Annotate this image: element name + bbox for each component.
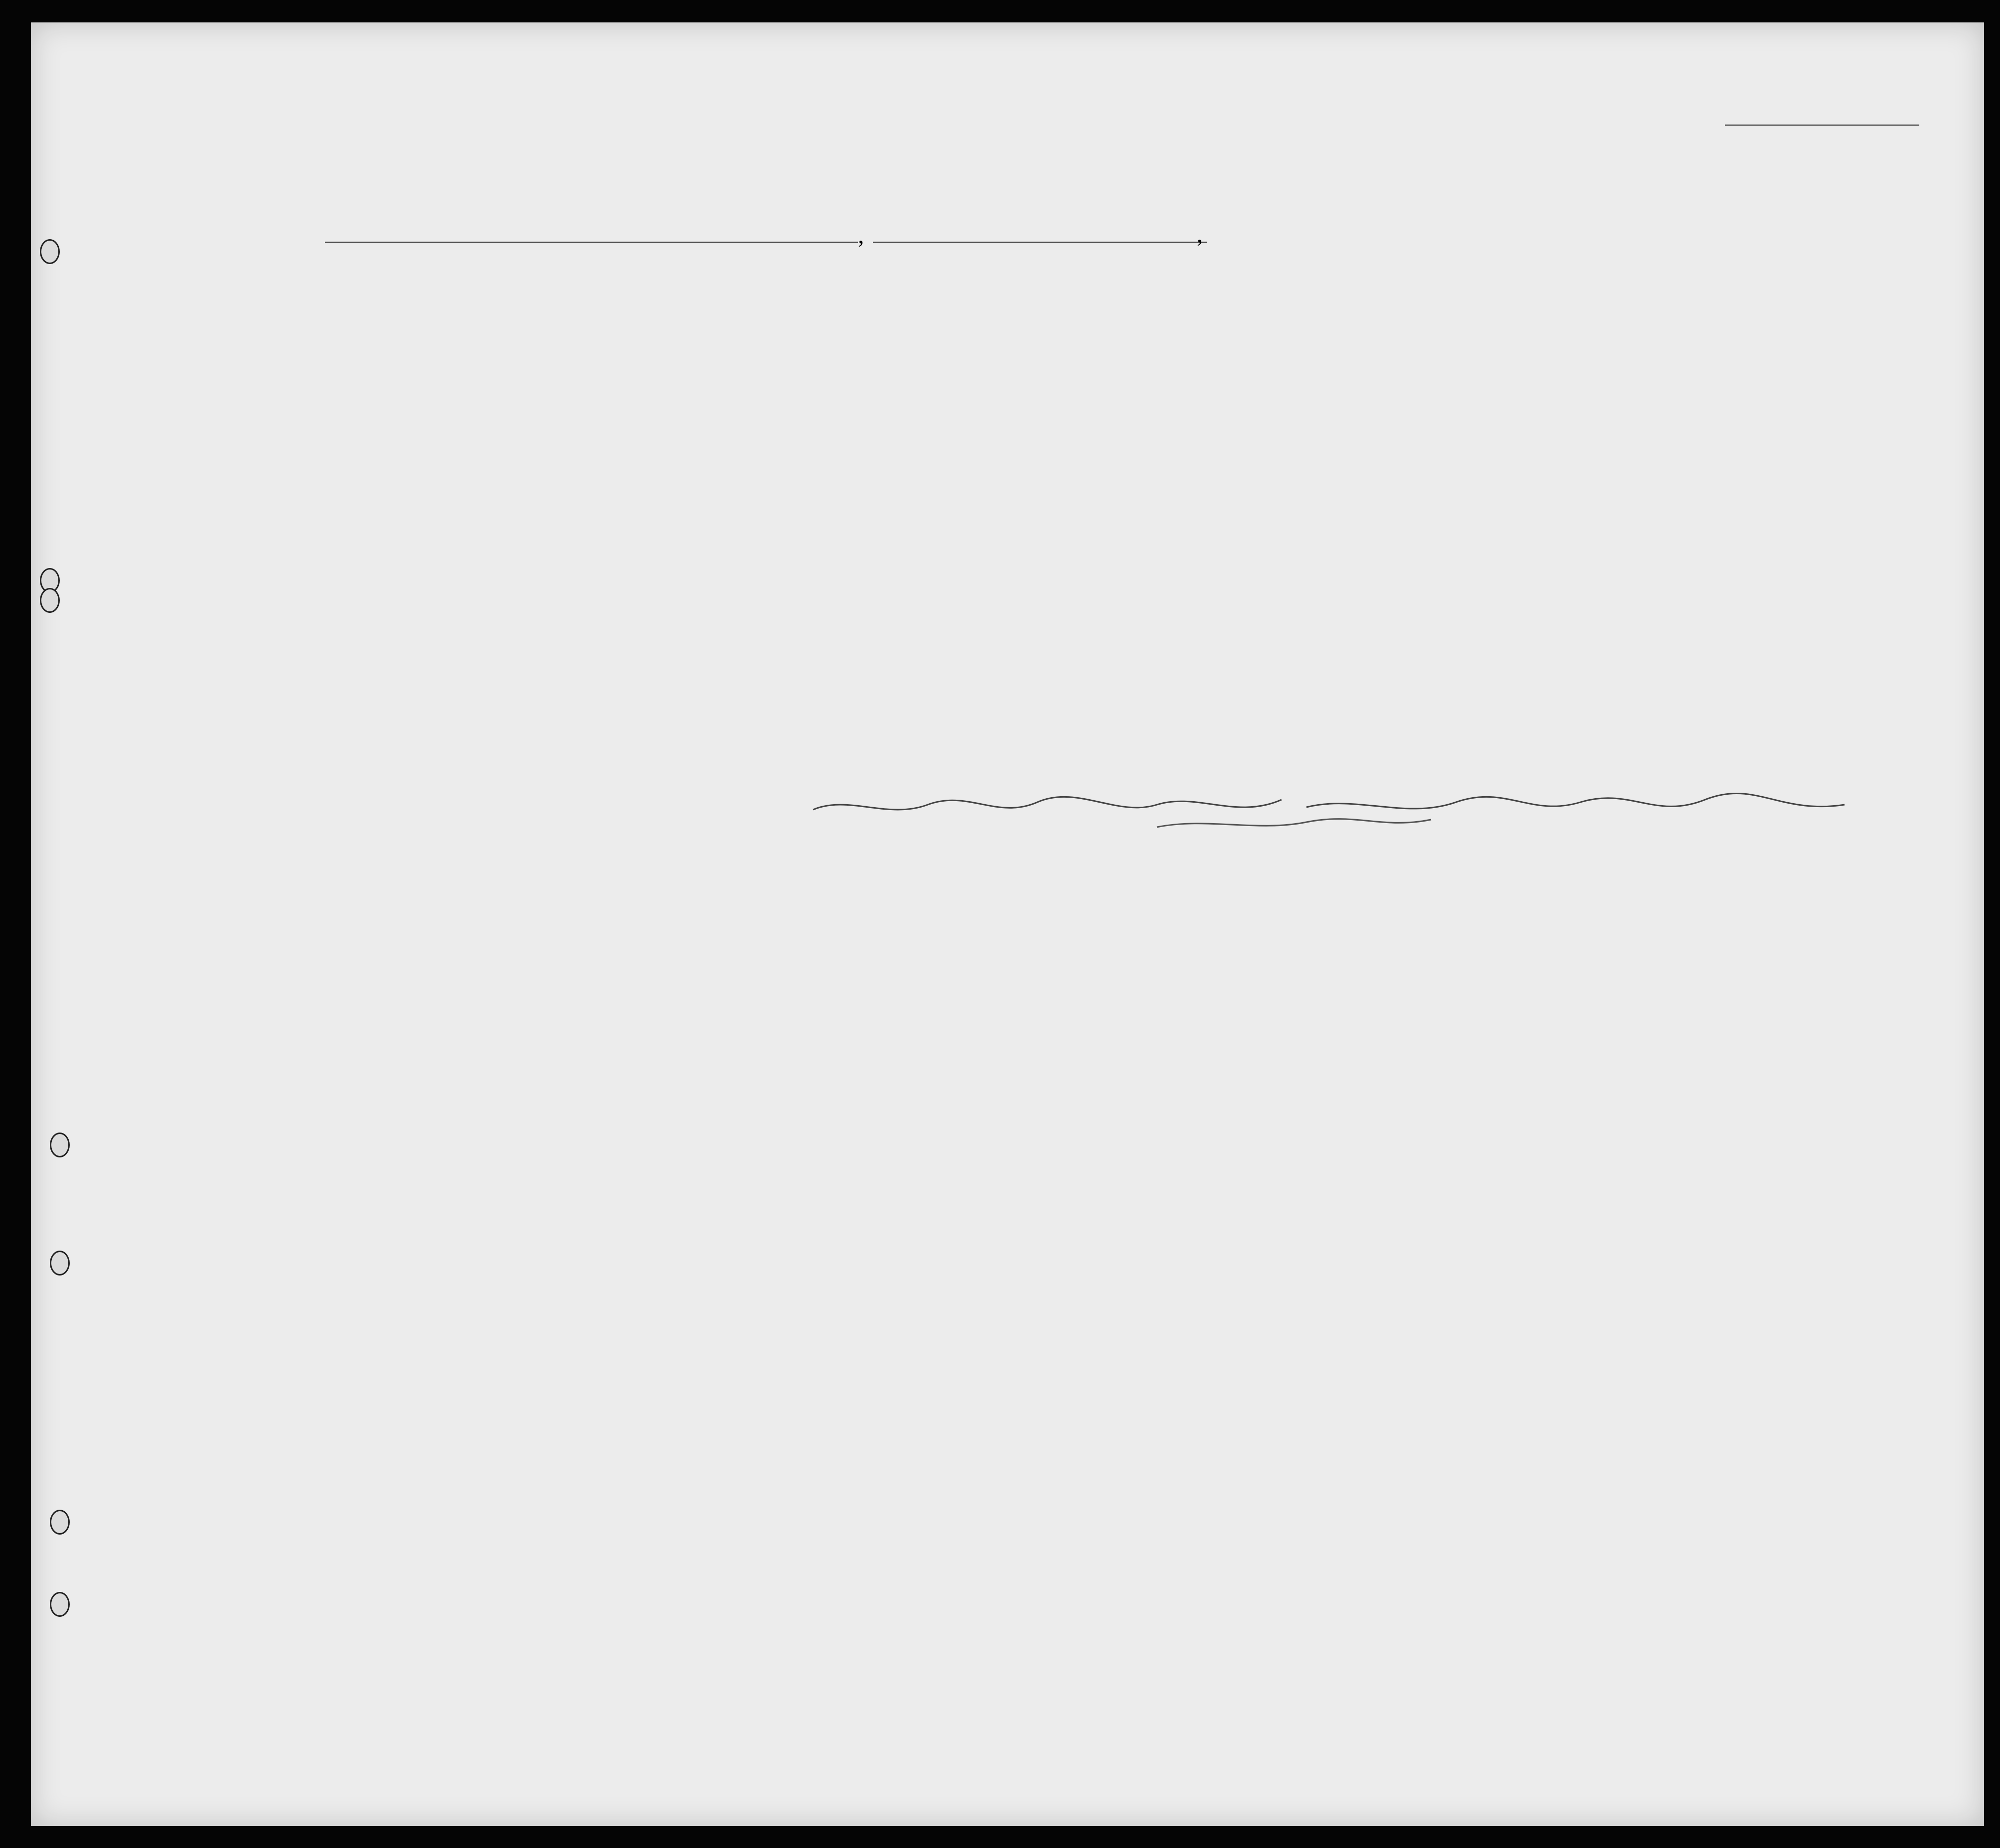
- header-c31: [1509, 336, 1530, 471]
- comma-2: ,: [1197, 221, 1203, 248]
- header-p2: [1216, 371, 1251, 471]
- header-p1: [1178, 371, 1214, 471]
- punch-hole: [40, 588, 60, 613]
- header-feet: [1642, 431, 1662, 471]
- comma: ,: [858, 222, 864, 249]
- punch-hole: [50, 1133, 70, 1157]
- header-c30: [1486, 336, 1507, 471]
- handwritten-scribble: [808, 790, 1855, 835]
- header-c27: [1357, 336, 1377, 471]
- punch-hole: [50, 1251, 70, 1276]
- header-c29: [1439, 336, 1484, 471]
- header-ticket: [590, 316, 616, 461]
- manifest-sheet: [31, 22, 1984, 1826]
- port-underline: [325, 242, 858, 243]
- header-c28: [1379, 336, 1437, 471]
- header-fifty-dollars: [715, 316, 747, 461]
- header-c26: [1335, 336, 1355, 471]
- header-inches: [1665, 431, 1685, 471]
- punch-hole: [50, 1510, 70, 1535]
- header-c25: [1289, 336, 1333, 471]
- header-p3: [1253, 371, 1287, 471]
- punch-hole: [50, 1592, 70, 1617]
- list-underline: [1725, 125, 1919, 126]
- date-underline: [873, 242, 1207, 243]
- punch-hole: [40, 239, 60, 264]
